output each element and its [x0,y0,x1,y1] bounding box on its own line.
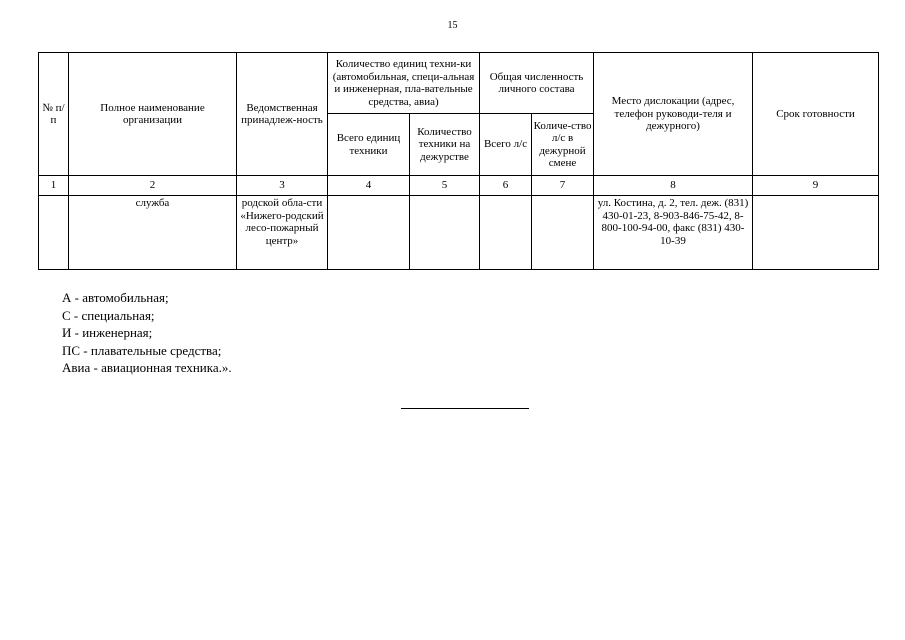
header-readiness-time: Срок готовности [753,53,879,176]
cell-total-equipment [328,196,410,270]
cell-total-staff [480,196,532,270]
cell-staff-on-duty [532,196,594,270]
header-department: Ведомственная принадлеж-ность [237,53,328,176]
header-number: № п/п [39,53,69,176]
cell-number [39,196,69,270]
cell-location: ул. Костина, д. 2, тел. деж. (831) 430-01-23, 8-903-846-75-42, 8-800-100-94-00, факс (831) 430-10-39 [594,196,753,270]
column-number: 2 [69,176,237,196]
cell-department: родской обла-сти «Нижего-родский лесо-пожарный центр» [237,196,328,270]
legend-item: А - автомобильная; [62,290,169,305]
header-total-staff: Всего л/с [480,114,532,176]
equipment-table [38,52,879,270]
legend-item: С - специальная; [62,307,155,323]
separator-line [401,408,529,409]
column-number: 1 [39,176,69,196]
column-number: 9 [753,176,879,196]
header-equipment-count-group: Количество единиц техни-ки (автомобильная, специ-альная и инженерная, пла-вательные средства, авиа) [328,53,480,114]
column-number: 5 [410,176,480,196]
legend-item: ПС - плавательные средства; [62,342,222,358]
column-numbers-row [39,176,879,196]
page-number: 15 [447,20,458,31]
cell-readiness-time [753,196,879,270]
cell-organization-name: служба [69,196,237,270]
header-organization-name: Полное наименование организации [69,53,237,176]
column-number: 7 [532,176,594,196]
legend-item: И - инженерная; [62,325,153,340]
column-number: 4 [328,176,410,196]
legend-item: Авиа - авиационная техника.». [62,360,232,375]
header-total-equipment: Всего единиц техники [328,114,410,176]
header-equipment-on-duty: Количество техники на дежурстве [410,114,480,176]
column-number: 3 [237,176,328,196]
header-staff-group: Общая численность личного состава [480,53,594,114]
cell-equipment-on-duty [410,196,480,270]
column-number: 6 [480,176,532,196]
table-row [39,196,879,270]
column-number: 8 [594,176,753,196]
header-staff-on-duty: Количе-ство л/с в дежурной смене [532,114,594,176]
header-location: Место дислокации (адрес, телефон руководи-теля и дежурного) [594,53,753,176]
legend [62,289,232,377]
